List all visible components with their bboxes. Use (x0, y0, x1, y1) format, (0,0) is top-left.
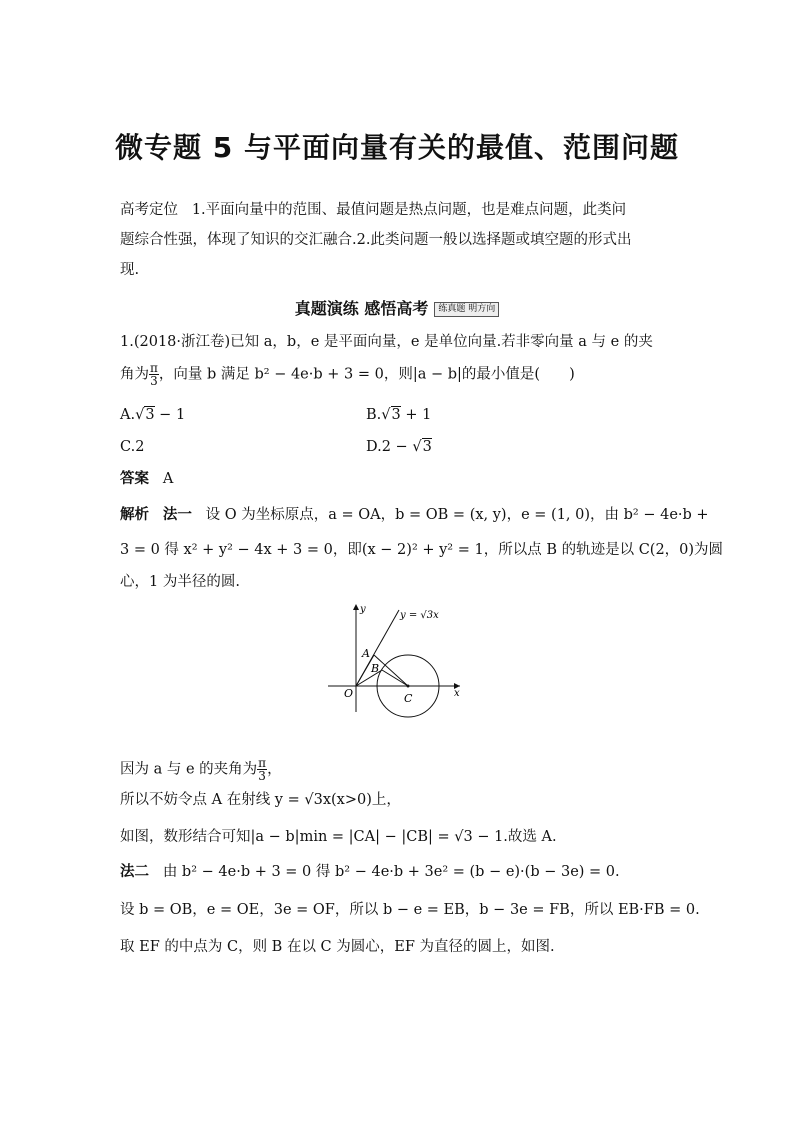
analysis-line-8: 设 b = OB，e = OE，3e = OF，所以 b − e = EB，b − 3e = FB，所以 EB·FB = 0. (120, 902, 700, 918)
section-heading: 真题演练 感悟高考 练真题 明方向 (0, 296, 794, 319)
analysis-line-3: 心，1 为半径的圆. (120, 574, 240, 590)
option-c: C.2 (120, 439, 145, 455)
figure-o-label: O (344, 687, 354, 700)
intro-line-3: 现. (120, 262, 140, 278)
option-b: B.√3 + 1 (366, 407, 432, 423)
problem-line-1: 1.(2018·浙江卷)已知 a，b，e 是平面向量，e 是单位向量.若非零向量 a 与 e 的夹 (120, 334, 653, 350)
intro-label: 高考定位 (120, 202, 178, 218)
figure-c-label: C (404, 692, 413, 705)
figure-b-label: B (371, 662, 380, 675)
analysis-line-9: 取 EF 的中点为 C，则 B 在以 C 为圆心，EF 为直径的圆上，如图. (120, 939, 555, 955)
analysis-line-6: 如图，数形结合可知|a − b|min = |CA| − |CB| = √3 − 1.故选 A. (120, 829, 557, 845)
option-d: D.2 − √3 (366, 439, 432, 455)
analysis-line-7: 法二 由 b² − 4e·b + 3 = 0 得 b² − 4e·b + 3e² = (b − e)·(b − 3e) = 0. (120, 863, 620, 880)
answer-value: A (162, 471, 174, 487)
analysis-line-1: 解析 法一 设 O 为坐标原点，a = OA，b = OB = (x, y)，e = (1, 0)，由 b² − 4e·b + (120, 506, 709, 523)
analysis-line-4: 因为 a 与 e 的夹角为 $\frac{\pi}{3}$ ， (120, 756, 282, 783)
figure-y-label: y (360, 604, 366, 615)
circle-figure (320, 600, 470, 720)
fraction: $\frac{\pi}{3}$ (150, 361, 158, 388)
method-1-label: 法一 (162, 506, 192, 523)
intro-line-1: 高考定位 1.平面向量中的范围、最值问题是热点问题，也是难点问题，此类问 (120, 202, 627, 218)
section-tag: 练真题 明方向 (434, 302, 499, 317)
method-2-label: 法二 (120, 863, 149, 880)
analysis-line-5: 所以不妨令点 A 在射线 y = √3x(x>0)上， (120, 792, 401, 808)
analysis-label: 解析 (120, 506, 149, 523)
figure-line-label: y = √3x (400, 610, 439, 621)
page-title: 微专题 5 与平面向量有关的最值、范围问题 (115, 131, 679, 164)
figure-a-label: A (362, 647, 370, 660)
figure-x-label: x (454, 688, 460, 699)
option-a: A.√3 − 1 (120, 407, 186, 423)
fraction: $\frac{\pi}{3}$ (258, 756, 267, 783)
intro-line-2: 题综合性强，体现了知识的交汇融合.2.此类问题一般以选择题或填空题的形式出 (120, 232, 632, 248)
analysis-line-2: 3 = 0 得 x² + y² − 4x + 3 = 0，即(x − 2)² + y² = 1，所以点 B 的轨迹是以 C(2，0)为圆 (120, 542, 724, 558)
problem-line-2: 角为 $\frac{\pi}{3}$ ，向量 b 满足 b² − 4e·b + 3 = 0，则|a − b|的最小值是( ) (120, 361, 575, 388)
answer-line (120, 469, 680, 489)
answer-label: 答案 (120, 470, 149, 487)
